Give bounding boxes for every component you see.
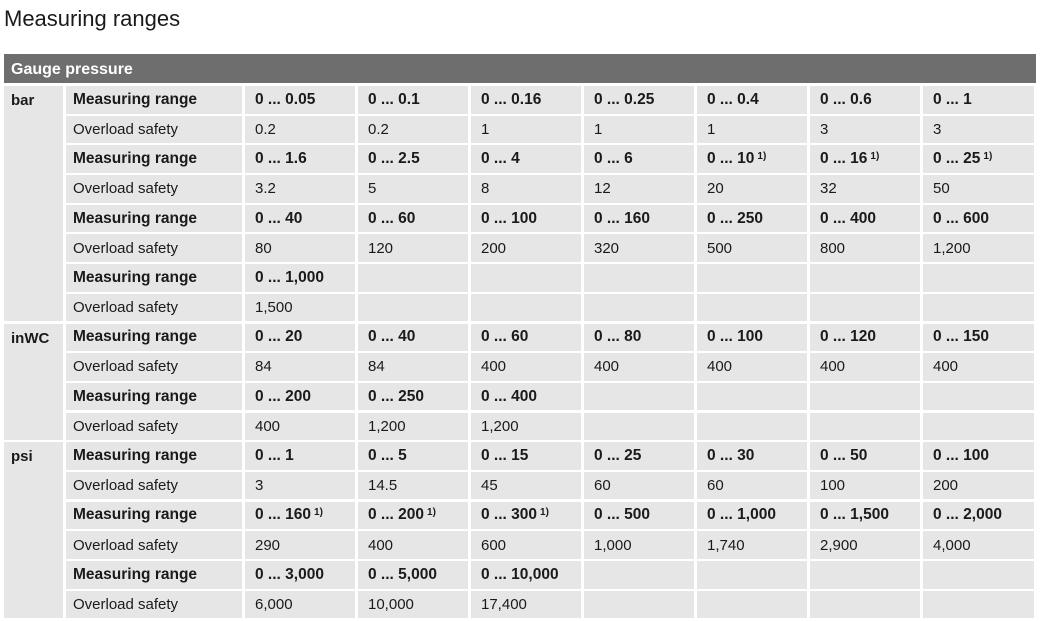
overload-value-cell bbox=[810, 294, 920, 322]
overload-safety-label: Overload safety bbox=[66, 294, 242, 322]
range-value-cell bbox=[245, 205, 355, 233]
measuring-range-label: Measuring range bbox=[66, 561, 242, 589]
footnote-marker: 1) bbox=[314, 506, 323, 518]
range-value-cell bbox=[358, 383, 468, 411]
overload-value-cell bbox=[471, 531, 581, 559]
overload-safety-label: Overload safety bbox=[66, 175, 242, 203]
range-value-cell bbox=[923, 442, 1034, 470]
cell-value: 0 ... 1,000 bbox=[255, 268, 324, 286]
cell-value: 400 bbox=[255, 417, 281, 435]
range-value-cell bbox=[245, 442, 355, 470]
cell-value: 0 ... 300 bbox=[481, 506, 538, 524]
range-value-cell bbox=[358, 324, 468, 352]
overload-value-cell bbox=[245, 294, 355, 322]
range-value-cell bbox=[923, 561, 1034, 589]
overload-safety-label: Overload safety bbox=[66, 591, 242, 619]
cell-value: 0 ... 1 bbox=[933, 90, 972, 108]
cell-value: 400 bbox=[481, 358, 507, 376]
cell-value: 0 ... 25 bbox=[594, 447, 642, 464]
overload-value-cell bbox=[584, 353, 694, 381]
cell-value: 0 ... 5,000 bbox=[368, 565, 437, 583]
overload-value-cell bbox=[923, 175, 1034, 203]
measuring-ranges-table bbox=[4, 86, 1034, 618]
range-value-cell bbox=[584, 145, 694, 173]
cell-value: 0 ... 25 bbox=[933, 150, 981, 168]
range-value-cell bbox=[697, 145, 807, 173]
overload-value-cell bbox=[923, 472, 1034, 500]
footnote-marker: 1) bbox=[427, 506, 436, 518]
cell-value: 84 bbox=[368, 358, 385, 376]
overload-value-cell bbox=[471, 353, 581, 381]
cell-value: 4,000 bbox=[933, 536, 971, 554]
overload-value-cell bbox=[810, 116, 920, 144]
cell-value: 1 bbox=[707, 120, 716, 138]
cell-value: 32 bbox=[820, 180, 837, 198]
cell-value: 84 bbox=[255, 358, 272, 376]
overload-value-cell bbox=[810, 234, 920, 262]
overload-value-cell bbox=[923, 591, 1034, 619]
range-value-cell bbox=[245, 86, 355, 114]
range-value-cell bbox=[923, 264, 1034, 292]
range-value-cell bbox=[923, 145, 1034, 173]
cell-value: 800 bbox=[820, 239, 846, 257]
overload-value-cell bbox=[471, 234, 581, 262]
overload-value-cell bbox=[923, 116, 1034, 144]
footnote-marker: 1) bbox=[870, 150, 880, 162]
cell-value: 0 ... 60 bbox=[368, 209, 416, 227]
cell-value: 60 bbox=[594, 477, 611, 495]
range-value-cell bbox=[584, 264, 694, 292]
range-value-cell bbox=[697, 561, 807, 589]
range-value-cell bbox=[245, 561, 355, 589]
cell-value: 1 bbox=[481, 120, 490, 138]
cell-value: 0 ... 120 bbox=[820, 328, 877, 346]
range-value-cell bbox=[810, 383, 920, 411]
measuring-range-label: Measuring range bbox=[66, 145, 242, 173]
overload-value-cell bbox=[697, 413, 807, 441]
range-value-cell bbox=[810, 561, 920, 589]
cell-value: 1,000 bbox=[594, 536, 632, 554]
overload-value-cell bbox=[584, 591, 694, 619]
range-value-cell bbox=[697, 383, 807, 411]
overload-value-cell bbox=[245, 116, 355, 144]
cell-value: 0 ... 15 bbox=[481, 447, 529, 464]
overload-value-cell bbox=[810, 175, 920, 203]
page-title: Measuring ranges bbox=[4, 6, 181, 31]
overload-value-cell bbox=[584, 472, 694, 500]
measuring-range-label: Measuring range bbox=[66, 324, 242, 352]
cell-value: 0 ... 160 bbox=[594, 209, 651, 227]
range-value-cell bbox=[697, 205, 807, 233]
cell-value: 0 ... 40 bbox=[368, 328, 416, 346]
range-value-cell bbox=[471, 205, 581, 233]
range-value-cell bbox=[245, 383, 355, 411]
cell-value: 0 ... 1,000 bbox=[707, 506, 776, 524]
cell-value: 0 ... 400 bbox=[481, 387, 538, 405]
unit-label: bar bbox=[4, 86, 63, 321]
overload-safety-label: Overload safety bbox=[66, 353, 242, 381]
cell-value: 0 ... 500 bbox=[594, 506, 651, 524]
cell-value: 0 ... 250 bbox=[368, 387, 425, 405]
overload-value-cell bbox=[358, 294, 468, 322]
overload-value-cell bbox=[584, 294, 694, 322]
cell-value: 0 ... 3,000 bbox=[255, 565, 324, 583]
overload-value-cell bbox=[358, 353, 468, 381]
cell-value: 1,500 bbox=[255, 299, 293, 317]
cell-value: 3 bbox=[255, 477, 264, 495]
footnote-marker: 1) bbox=[757, 150, 767, 162]
cell-value: 120 bbox=[368, 239, 394, 257]
cell-value: 0 ... 16 bbox=[820, 150, 868, 168]
range-value-cell bbox=[471, 324, 581, 352]
range-value-cell bbox=[471, 502, 581, 530]
range-value-cell bbox=[471, 264, 581, 292]
overload-value-cell bbox=[584, 175, 694, 203]
cell-value: 60 bbox=[707, 477, 724, 495]
measuring-range-label: Measuring range bbox=[66, 502, 242, 530]
range-value-cell bbox=[810, 145, 920, 173]
cell-value: 400 bbox=[594, 358, 620, 376]
overload-safety-label: Overload safety bbox=[66, 116, 242, 144]
overload-value-cell bbox=[471, 413, 581, 441]
range-value-cell bbox=[245, 502, 355, 530]
range-value-cell bbox=[810, 264, 920, 292]
overload-value-cell bbox=[810, 531, 920, 559]
cell-value: 0 ... 20 bbox=[255, 328, 303, 346]
overload-safety-label: Overload safety bbox=[66, 472, 242, 500]
overload-value-cell bbox=[245, 413, 355, 441]
cell-value: 50 bbox=[933, 180, 950, 198]
cell-value: 200 bbox=[481, 239, 507, 257]
overload-value-cell bbox=[697, 234, 807, 262]
cell-value: 0 ... 100 bbox=[933, 447, 990, 464]
cell-value: 0 ... 0.25 bbox=[594, 90, 655, 108]
range-value-cell bbox=[697, 86, 807, 114]
cell-value: 0.2 bbox=[368, 120, 389, 138]
overload-value-cell bbox=[923, 531, 1034, 559]
range-value-cell bbox=[358, 86, 468, 114]
range-value-cell bbox=[358, 442, 468, 470]
cell-value: 3.2 bbox=[255, 180, 276, 198]
measuring-range-label: Measuring range bbox=[66, 205, 242, 233]
cell-value: 3 bbox=[820, 120, 829, 138]
range-value-cell bbox=[697, 324, 807, 352]
overload-value-cell bbox=[245, 175, 355, 203]
overload-value-cell bbox=[358, 472, 468, 500]
footnote-marker: 1) bbox=[540, 506, 549, 518]
overload-value-cell bbox=[923, 294, 1034, 322]
range-value-cell bbox=[358, 205, 468, 233]
range-value-cell bbox=[697, 502, 807, 530]
cell-value: 1 bbox=[594, 120, 603, 138]
cell-value: 400 bbox=[933, 358, 959, 376]
cell-value: 0 ... 0.4 bbox=[707, 90, 759, 108]
range-value-cell bbox=[584, 442, 694, 470]
cell-value: 1,740 bbox=[707, 536, 745, 554]
overload-value-cell bbox=[245, 353, 355, 381]
overload-value-cell bbox=[697, 353, 807, 381]
range-value-cell bbox=[810, 86, 920, 114]
overload-value-cell bbox=[245, 591, 355, 619]
range-value-cell bbox=[358, 502, 468, 530]
cell-value: 200 bbox=[933, 477, 959, 495]
overload-value-cell bbox=[358, 234, 468, 262]
range-value-cell bbox=[584, 324, 694, 352]
range-value-cell bbox=[584, 502, 694, 530]
measuring-range-label: Measuring range bbox=[66, 383, 242, 411]
overload-safety-label: Overload safety bbox=[66, 531, 242, 559]
cell-value: 0 ... 2.5 bbox=[368, 150, 420, 168]
cell-value: 0 ... 0.6 bbox=[820, 90, 872, 108]
cell-value: 12 bbox=[594, 180, 611, 198]
range-value-cell bbox=[923, 383, 1034, 411]
overload-value-cell bbox=[923, 353, 1034, 381]
range-value-cell bbox=[471, 145, 581, 173]
overload-safety-label: Overload safety bbox=[66, 234, 242, 262]
overload-value-cell bbox=[245, 472, 355, 500]
cell-value: 100 bbox=[820, 477, 846, 495]
range-value-cell bbox=[584, 561, 694, 589]
unit-label: inWC bbox=[4, 324, 63, 441]
cell-value: 1,200 bbox=[481, 417, 519, 435]
overload-value-cell bbox=[358, 175, 468, 203]
cell-value: 8 bbox=[481, 180, 490, 198]
cell-value: 600 bbox=[481, 536, 507, 554]
range-value-cell bbox=[810, 442, 920, 470]
section-header: Gauge pressure bbox=[4, 54, 1036, 83]
range-value-cell bbox=[923, 86, 1034, 114]
overload-value-cell bbox=[358, 531, 468, 559]
overload-value-cell bbox=[697, 531, 807, 559]
overload-value-cell bbox=[697, 472, 807, 500]
unit-label: psi bbox=[4, 442, 63, 618]
cell-value: 80 bbox=[255, 239, 272, 257]
cell-value: 2,900 bbox=[820, 536, 858, 554]
cell-value: 0 ... 160 bbox=[255, 506, 312, 524]
cell-value: 0 ... 200 bbox=[255, 387, 312, 405]
cell-value: 0 ... 30 bbox=[707, 447, 755, 464]
cell-value: 500 bbox=[707, 239, 733, 257]
cell-value: 0 ... 150 bbox=[933, 328, 990, 346]
cell-value: 6,000 bbox=[255, 595, 293, 613]
overload-value-cell bbox=[471, 591, 581, 619]
range-value-cell bbox=[358, 561, 468, 589]
overload-value-cell bbox=[697, 116, 807, 144]
cell-value: 0 ... 40 bbox=[255, 209, 303, 227]
cell-value: 320 bbox=[594, 239, 620, 257]
range-value-cell bbox=[471, 442, 581, 470]
cell-value: 0 ... 50 bbox=[820, 447, 868, 464]
cell-value: 0 ... 1 bbox=[255, 447, 294, 464]
overload-value-cell bbox=[584, 413, 694, 441]
cell-value: 1,200 bbox=[933, 239, 971, 257]
range-value-cell bbox=[923, 502, 1034, 530]
cell-value: 45 bbox=[481, 477, 498, 495]
overload-value-cell bbox=[923, 413, 1034, 441]
range-value-cell bbox=[471, 383, 581, 411]
cell-value: 0 ... 100 bbox=[481, 209, 538, 227]
range-value-cell bbox=[245, 264, 355, 292]
overload-safety-label: Overload safety bbox=[66, 413, 242, 441]
overload-value-cell bbox=[471, 116, 581, 144]
overload-value-cell bbox=[358, 116, 468, 144]
range-value-cell bbox=[358, 264, 468, 292]
range-value-cell bbox=[810, 205, 920, 233]
overload-value-cell bbox=[810, 413, 920, 441]
cell-value: 0 ... 100 bbox=[707, 328, 764, 346]
cell-value: 0 ... 0.1 bbox=[368, 90, 420, 108]
range-value-cell bbox=[810, 502, 920, 530]
cell-value: 0 ... 0.16 bbox=[481, 90, 542, 108]
overload-value-cell bbox=[245, 234, 355, 262]
cell-value: 14.5 bbox=[368, 477, 398, 495]
range-value-cell bbox=[471, 86, 581, 114]
cell-value: 0 ... 80 bbox=[594, 328, 642, 346]
cell-value: 0 ... 2,000 bbox=[933, 506, 1002, 524]
cell-value: 0 ... 250 bbox=[707, 209, 764, 227]
cell-value: 0 ... 5 bbox=[368, 447, 407, 464]
cell-value: 400 bbox=[368, 536, 394, 554]
range-value-cell bbox=[584, 205, 694, 233]
cell-value: 0 ... 60 bbox=[481, 328, 529, 346]
overload-value-cell bbox=[697, 591, 807, 619]
cell-value: 3 bbox=[933, 120, 942, 138]
range-value-cell bbox=[245, 145, 355, 173]
overload-value-cell bbox=[584, 116, 694, 144]
cell-value: 0 ... 200 bbox=[368, 506, 425, 524]
overload-value-cell bbox=[471, 175, 581, 203]
cell-value: 0.2 bbox=[255, 120, 276, 138]
overload-value-cell bbox=[584, 531, 694, 559]
range-value-cell bbox=[810, 324, 920, 352]
overload-value-cell bbox=[358, 591, 468, 619]
cell-value: 0 ... 6 bbox=[594, 150, 633, 168]
overload-value-cell bbox=[358, 413, 468, 441]
overload-value-cell bbox=[810, 353, 920, 381]
cell-value: 0 ... 0.05 bbox=[255, 90, 316, 108]
range-value-cell bbox=[697, 264, 807, 292]
range-value-cell bbox=[471, 561, 581, 589]
overload-value-cell bbox=[923, 234, 1034, 262]
overload-value-cell bbox=[810, 591, 920, 619]
cell-value: 1,200 bbox=[368, 417, 406, 435]
cell-value: 400 bbox=[820, 358, 846, 376]
overload-value-cell bbox=[697, 175, 807, 203]
range-value-cell bbox=[358, 145, 468, 173]
cell-value: 0 ... 10 bbox=[707, 150, 755, 168]
range-value-cell bbox=[923, 324, 1034, 352]
overload-value-cell bbox=[471, 294, 581, 322]
cell-value: 0 ... 1.6 bbox=[255, 150, 307, 168]
measuring-range-label: Measuring range bbox=[66, 442, 242, 470]
cell-value: 0 ... 400 bbox=[820, 209, 877, 227]
measuring-range-label: Measuring range bbox=[66, 264, 242, 292]
range-value-cell bbox=[923, 205, 1034, 233]
footnote-marker: 1) bbox=[983, 150, 993, 162]
cell-value: 0 ... 1,500 bbox=[820, 506, 889, 524]
cell-value: 0 ... 600 bbox=[933, 209, 990, 227]
range-value-cell bbox=[697, 442, 807, 470]
cell-value: 400 bbox=[707, 358, 733, 376]
cell-value: 5 bbox=[368, 180, 377, 198]
range-value-cell bbox=[245, 324, 355, 352]
overload-value-cell bbox=[584, 234, 694, 262]
cell-value: 10,000 bbox=[368, 595, 414, 613]
overload-value-cell bbox=[471, 472, 581, 500]
range-value-cell bbox=[584, 86, 694, 114]
overload-value-cell bbox=[810, 472, 920, 500]
measuring-range-label: Measuring range bbox=[66, 86, 242, 114]
overload-value-cell bbox=[245, 531, 355, 559]
range-value-cell bbox=[584, 383, 694, 411]
cell-value: 17,400 bbox=[481, 595, 527, 613]
cell-value: 290 bbox=[255, 536, 281, 554]
cell-value: 0 ... 10,000 bbox=[481, 565, 559, 583]
cell-value: 0 ... 4 bbox=[481, 150, 520, 168]
cell-value: 20 bbox=[707, 180, 724, 198]
overload-value-cell bbox=[697, 294, 807, 322]
